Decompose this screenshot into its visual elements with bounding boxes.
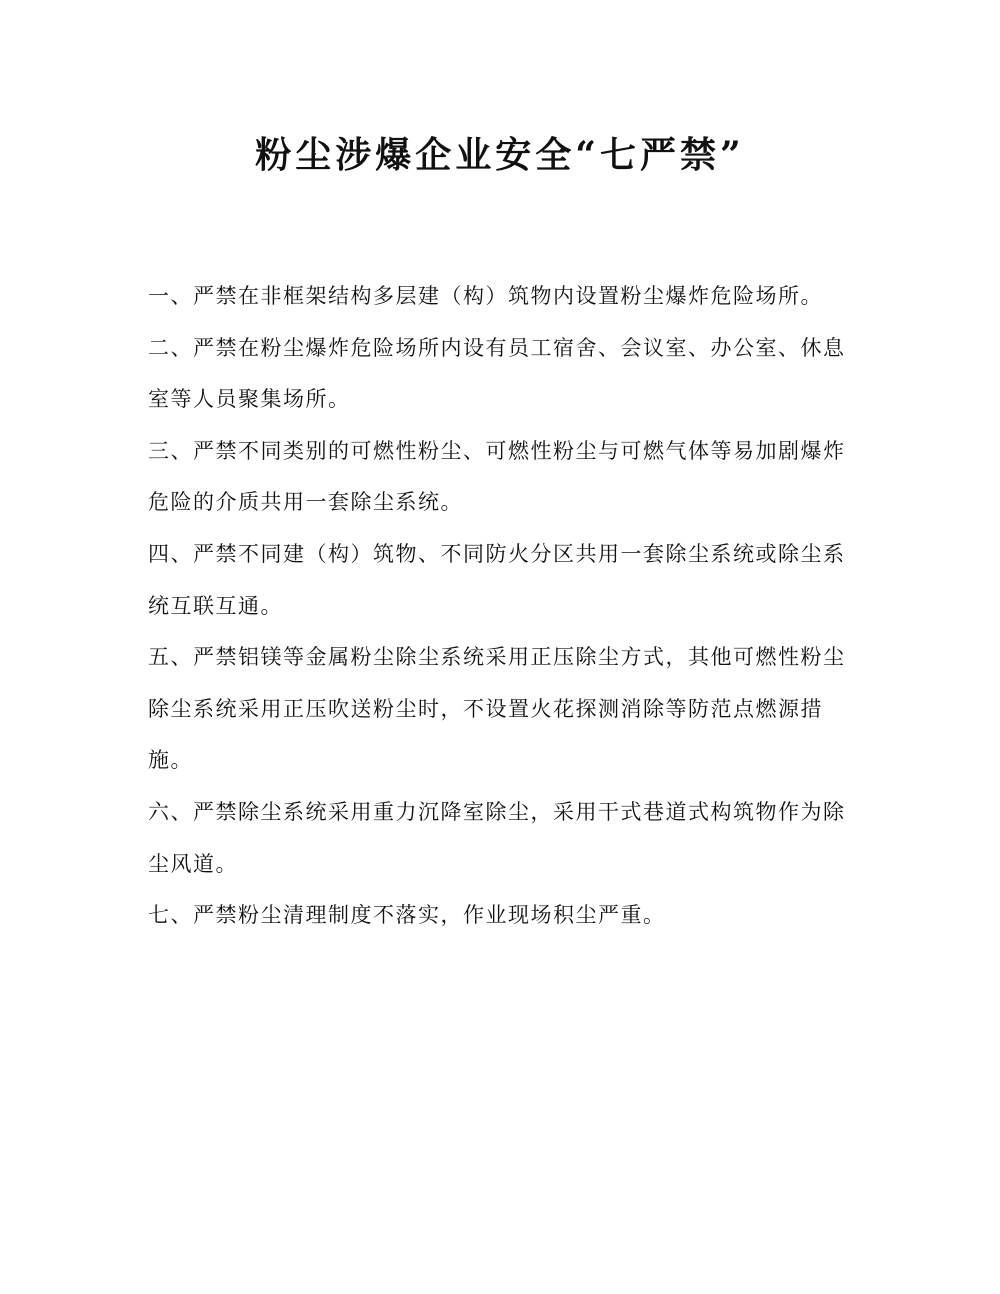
text-line: 尘风道。: [148, 851, 238, 876]
text-line: 危险的介质共用一套除尘系统。: [148, 490, 463, 515]
text-line: 除尘系统采用正压吹送粉尘时，不设置火花探测消除等防范点燃源措: [148, 696, 823, 721]
text-line: 室等人员聚集场所。: [148, 387, 351, 412]
document-body: [148, 278, 860, 949]
text-line: 三、严禁不同类别的可燃性粉尘、可燃性粉尘与可燃气体等易加剧爆炸: [148, 438, 846, 463]
text-line: 七、严禁粉尘清理制度不落实，作业现场积尘严重。: [148, 903, 666, 928]
text-line: 一、严禁在非框架结构多层建（构）筑物内设置粉尘爆炸危险场所。: [148, 284, 823, 308]
prohibition-item: [148, 897, 860, 949]
text-line: 六、严禁除尘系统采用重力沉降室除尘，采用干式巷道式构筑物作为除: [148, 799, 846, 824]
text-line: 四、严禁不同建（构）筑物、不同防火分区共用一套除尘系统或除尘系: [148, 541, 846, 566]
prohibition-item: [148, 278, 860, 330]
prohibition-item: [148, 433, 860, 536]
text-line: 二、严禁在粉尘爆炸危险场所内设有员工宿舍、会议室、办公室、休息: [148, 335, 846, 360]
text-line: 施。: [148, 748, 193, 773]
text-line: 五、严禁铝镁等金属粉尘除尘系统采用正压除尘方式，其他可燃性粉尘: [148, 645, 846, 670]
document-title: 粉尘涉爆企业安全“七严禁”: [255, 134, 745, 176]
text-line: 统互联互通。: [148, 593, 283, 618]
prohibition-item: [148, 536, 860, 639]
prohibition-item: [148, 330, 860, 433]
prohibition-item: [148, 639, 860, 794]
prohibition-item: [148, 794, 860, 897]
